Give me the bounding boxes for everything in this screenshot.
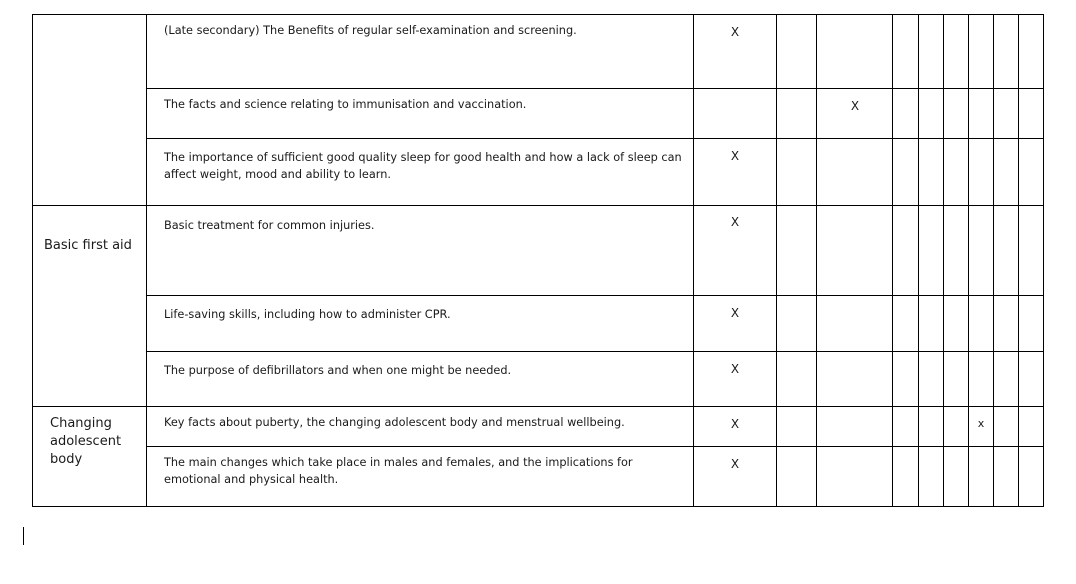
column-divider — [776, 14, 777, 507]
row-divider — [146, 446, 1044, 447]
row-divider — [146, 88, 1044, 89]
row-description: The facts and science relating to immunisation and vaccination. — [164, 98, 527, 111]
row-description: (Late secondary) The Benefits of regular self-examination and screening. — [164, 24, 577, 37]
row-mark: X — [730, 306, 740, 320]
row-mark: X — [730, 457, 740, 471]
row-description: The main changes which take place in males and females, and the implications for emotional and physical health. — [164, 456, 633, 486]
row-description: Basic treatment for common injuries. — [164, 219, 375, 232]
column-divider — [146, 14, 147, 507]
row-description: Key facts about puberty, the changing adolescent body and menstrual wellbeing. — [164, 416, 625, 429]
row-divider — [146, 138, 1044, 139]
text-cursor — [23, 527, 24, 545]
column-divider — [32, 14, 33, 507]
column-divider — [1018, 14, 1019, 507]
row-description: Life-saving skills, including how to administer CPR. — [164, 308, 451, 321]
row-mark: X — [730, 149, 740, 163]
row-description: The importance of sufficient good quality sleep for good health and how a lack of sleep can affect weight, mood and ability to learn. — [164, 151, 682, 181]
column-divider — [993, 14, 994, 507]
column-divider — [892, 14, 893, 507]
row-description: The purpose of defibrillators and when one might be needed. — [164, 364, 512, 377]
column-divider — [693, 14, 694, 507]
column-divider — [918, 14, 919, 507]
row-mark: X — [730, 215, 740, 229]
column-divider — [816, 14, 817, 507]
row-divider — [146, 351, 1044, 352]
column-divider — [1043, 14, 1044, 507]
row-mark: X — [850, 99, 860, 113]
topic-cell-changing-adolescent-body: Changing adolescent body — [50, 416, 122, 467]
row-mark: X — [730, 25, 740, 39]
column-divider — [968, 14, 969, 507]
row-mark: X — [730, 417, 740, 431]
topic-cell-basic-first-aid: Basic first aid — [44, 238, 132, 253]
column-divider — [943, 14, 944, 507]
row-mark-extra: x — [977, 417, 985, 430]
row-mark: X — [730, 362, 740, 376]
row-divider — [146, 295, 1044, 296]
